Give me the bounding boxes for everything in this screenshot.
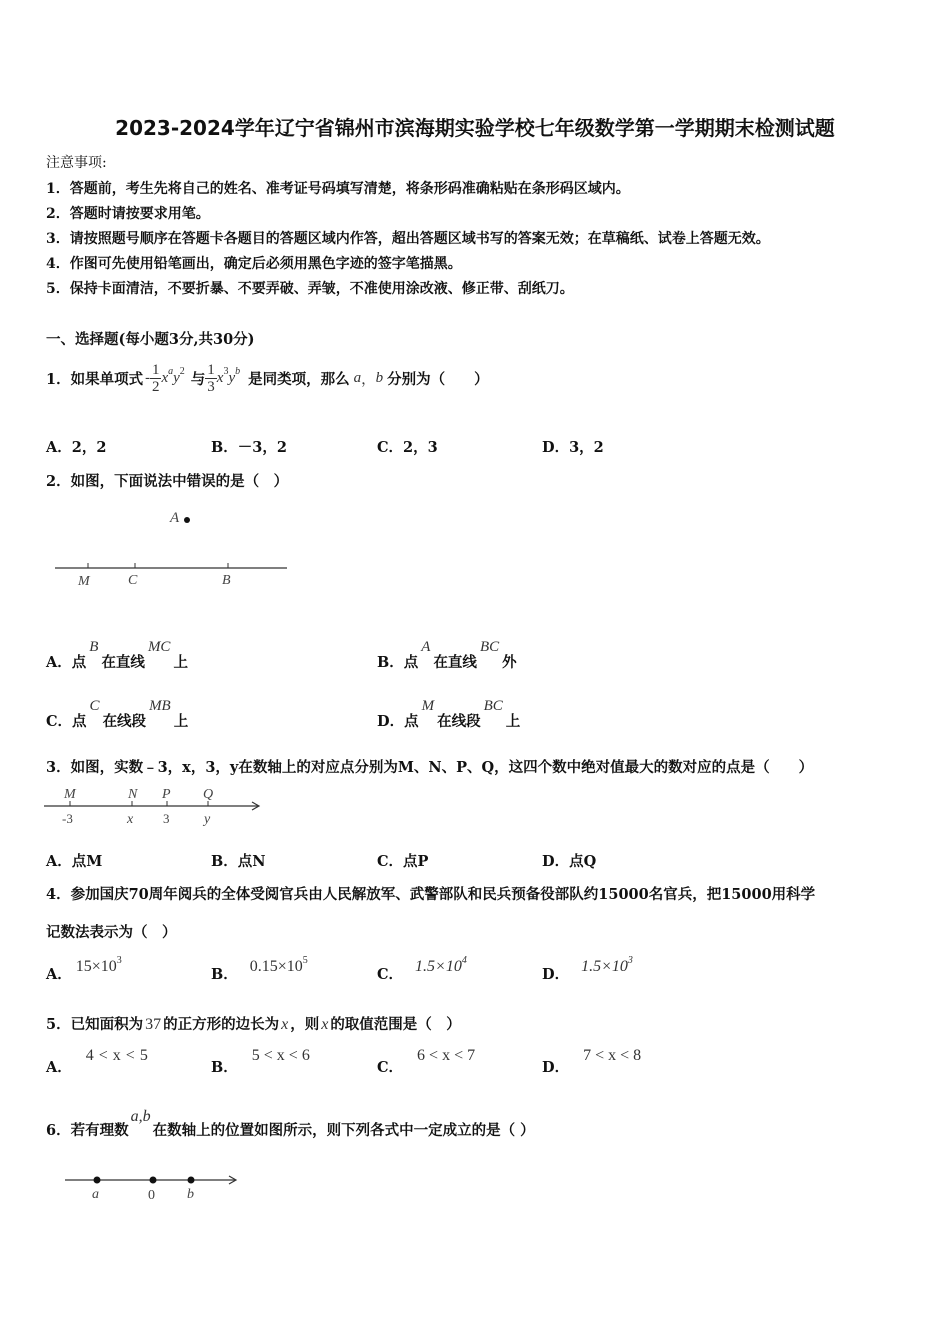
- q5-var-x: x: [281, 1016, 289, 1033]
- q2-label-c: C: [128, 573, 138, 588]
- q2-option-c-post: 上: [173, 713, 189, 730]
- q1-fraction-2-num: 1: [207, 361, 215, 378]
- q2-option-d-post: 上: [505, 713, 521, 730]
- q4-option-c-base: 1.5×10: [415, 958, 462, 975]
- q6-point-a: [94, 1177, 101, 1184]
- q1-suffix-2: 分别为（ ）: [387, 370, 489, 388]
- q5-option-c[interactable]: [377, 1043, 475, 1077]
- note-item-1: 1．答题前，考生先将自己的姓名、准考证号码填写清楚，将条形码准确粘贴在条形码区域内。: [46, 181, 630, 197]
- q2-option-d-mid: 在线段: [437, 713, 481, 730]
- q5-option-d-label: D．: [542, 1059, 570, 1076]
- q2-option-d-point: M: [421, 698, 435, 714]
- q5-mid: 的正方形的边长为: [163, 1016, 280, 1033]
- q2-option-a-line: MC: [147, 639, 171, 655]
- q4-option-c[interactable]: [377, 952, 467, 984]
- q4-option-a-base: 15×10: [75, 958, 117, 975]
- q1-comma: ，: [361, 371, 376, 388]
- q1-option-c[interactable]: C．2，3: [377, 439, 438, 456]
- q2-option-c-mid: 在线段: [102, 713, 147, 730]
- q1-option-b[interactable]: B．－3，2: [211, 439, 287, 456]
- q5-mid-2: ，则: [290, 1016, 320, 1033]
- question-5-stem: [46, 1013, 461, 1034]
- q2-label-a: A: [170, 510, 180, 526]
- q1-term1-a: a: [168, 365, 174, 377]
- q3-value-q: y: [204, 812, 211, 827]
- q6-point-zero: [150, 1177, 157, 1184]
- q4-option-a-exp: 3: [116, 955, 122, 966]
- q5-option-c-label: C．: [377, 1059, 404, 1076]
- q2-option-c[interactable]: [46, 695, 188, 731]
- q2-option-b-line: BC: [479, 639, 500, 655]
- q4-option-a[interactable]: [46, 952, 122, 984]
- q2-option-d-pre: D．点: [377, 713, 419, 730]
- q2-label-m: M: [78, 574, 90, 589]
- q2-option-d[interactable]: [377, 695, 520, 731]
- q3-label-p: P: [162, 787, 171, 802]
- q1-suffix-1: 是同类项，那么: [248, 370, 350, 388]
- q1-fraction-2: [205, 362, 217, 395]
- q3-option-d[interactable]: D．点Q: [542, 853, 597, 870]
- q6-point-b: [188, 1177, 195, 1184]
- q1-var-b: b: [375, 369, 384, 386]
- q1-term1-x: x: [161, 369, 169, 386]
- q1-fraction-2-den: 3: [207, 378, 215, 395]
- q1-term1-2: 2: [179, 365, 185, 377]
- q3-value-n: x: [127, 812, 134, 827]
- q4-option-c-exp: 4: [461, 955, 467, 966]
- q1-fraction-1-den: 2: [151, 378, 160, 395]
- q6-number-line: [60, 1166, 250, 1210]
- q6-post: 在数轴上的位置如图所示，则下列各式中一定成立的是（ ）: [152, 1122, 535, 1139]
- q2-option-d-segment: BC: [483, 698, 503, 714]
- q3-label-n: N: [128, 787, 138, 802]
- question-1: [46, 356, 489, 400]
- q2-label-b: B: [222, 573, 231, 588]
- q1-neg-sign: -: [145, 369, 150, 386]
- q2-point-a: [184, 517, 190, 523]
- q1-option-d[interactable]: D．3，2: [542, 439, 604, 456]
- q2-figure: [40, 500, 310, 600]
- q2-option-a-pre: A．点: [46, 654, 87, 671]
- notes-header: 注意事项:: [46, 155, 107, 171]
- q2-option-a-mid: 在直线: [101, 654, 145, 671]
- q5-option-a-expr: 4 < x < 5: [85, 1047, 148, 1064]
- q5-option-d-expr: 7 < x < 8: [583, 1047, 642, 1064]
- q5-option-d[interactable]: [542, 1043, 641, 1077]
- question-6-stem: [46, 1104, 535, 1140]
- q2-option-b-point: A: [421, 639, 431, 655]
- q2-option-b-post: 外: [502, 654, 517, 671]
- q4-option-d-base: 1.5×10: [581, 958, 628, 975]
- q5-option-a[interactable]: [46, 1043, 148, 1077]
- q4-option-c-label: C．: [377, 966, 404, 983]
- q4-option-b-exp: 5: [302, 955, 308, 966]
- q4-option-b-base: 0.15×10: [249, 958, 303, 975]
- note-item-5: 5．保持卡面清洁，不要折暴、不要弄破、弄皱，不准使用涂改液、修正带、刮纸刀。: [46, 281, 574, 297]
- q5-var-x-2: x: [321, 1016, 329, 1033]
- q4-option-b[interactable]: [211, 952, 308, 984]
- q2-option-c-segment: MB: [149, 698, 171, 714]
- q3-label-m: M: [64, 787, 76, 802]
- q3-option-b[interactable]: B．点N: [211, 853, 266, 870]
- q5-post: 的取值范围是（ ）: [330, 1016, 461, 1033]
- q4-option-a-label: A．: [46, 966, 72, 983]
- question-3-stem: 3．如图，实数﹣3，x，3，y在数轴上的对应点分别为M、N、P、Q，这四个数中绝对值最大的数对应的点是（ ）: [46, 759, 814, 776]
- q1-option-a[interactable]: A．2，2: [46, 439, 107, 456]
- q6-label-zero: 0: [148, 1188, 155, 1203]
- q3-value-m: -3: [62, 811, 73, 826]
- q1-term2-x: x: [216, 369, 224, 386]
- q5-option-b-label: B．: [211, 1059, 238, 1076]
- q2-option-c-point: C: [89, 698, 100, 714]
- q2-option-b[interactable]: [377, 636, 517, 672]
- q4-option-d-exp: 3: [627, 955, 633, 966]
- q3-label-q: Q: [203, 787, 214, 802]
- q1-term2-y: y: [228, 369, 236, 386]
- q1-term2-b: b: [235, 365, 241, 377]
- q5-option-a-label: A．: [46, 1059, 72, 1076]
- q1-term1-y: y: [173, 369, 180, 386]
- q1-fraction-1-num: 1: [151, 361, 160, 378]
- q5-option-b[interactable]: [211, 1043, 310, 1077]
- q2-option-b-pre: B．点: [377, 654, 419, 671]
- q4-option-d[interactable]: [542, 952, 633, 984]
- q3-number-line: [40, 782, 270, 828]
- q4-option-b-label: B．: [211, 966, 238, 983]
- q5-option-c-expr: 6 < x < 7: [417, 1047, 476, 1064]
- q1-fraction-1: [150, 362, 162, 395]
- q1-prefix: 1．如果单项式: [46, 370, 144, 388]
- q2-option-a-post: 上: [173, 654, 188, 671]
- note-item-4: 4．作图可先使用铅笔画出，确定后必须用黑色字迹的签字笔描黑。: [46, 256, 462, 272]
- q4-option-d-label: D．: [542, 966, 570, 983]
- note-item-3: 3．请按照题号顺序在答题卡各题目的答题区域内作答，超出答题区域书写的答案无效；在草稿纸、试卷上答题无效。: [46, 231, 770, 247]
- question-2-stem: 2．如图，下面说法中错误的是（ ）: [46, 473, 289, 490]
- q6-vars: a,b: [130, 1108, 151, 1125]
- q1-var-a: a: [353, 369, 362, 386]
- q2-option-b-mid: 在直线: [433, 654, 477, 671]
- page-title: 2023-2024学年辽宁省锦州市滨海期实验学校七年级数学第一学期期末检测试题: [115, 116, 835, 140]
- section-heading: 一、选择题(每小题3分,共30分): [46, 331, 255, 348]
- q2-option-a-point: B: [89, 639, 99, 655]
- q6-pre: 6．若有理数: [46, 1122, 129, 1139]
- question-4-stem-line-1: 4．参加国庆70周年阅兵的全体受阅官兵由人民解放军、武警部队和民兵预备役部队约15000名官兵，把15000用科学: [46, 886, 816, 903]
- q6-label-b: b: [187, 1187, 194, 1202]
- question-4-stem-line-2: 记数法表示为（ ）: [46, 924, 177, 941]
- q6-label-a: a: [92, 1187, 99, 1202]
- q1-term2-3: 3: [223, 365, 229, 377]
- q5-option-b-expr: 5 < x < 6: [251, 1047, 310, 1064]
- q2-option-c-pre: C．点: [46, 713, 87, 730]
- q3-value-p: 3: [163, 811, 170, 826]
- q2-option-a[interactable]: [46, 636, 188, 672]
- q5-pre: 5．已知面积为: [46, 1016, 144, 1033]
- note-item-2: 2．答题时请按要求用笔。: [46, 206, 210, 222]
- q3-option-c[interactable]: C．点P: [377, 853, 429, 870]
- q5-area-value: 37: [145, 1016, 162, 1033]
- q1-and: 与: [190, 370, 206, 388]
- q3-option-a[interactable]: A．点M: [46, 853, 103, 870]
